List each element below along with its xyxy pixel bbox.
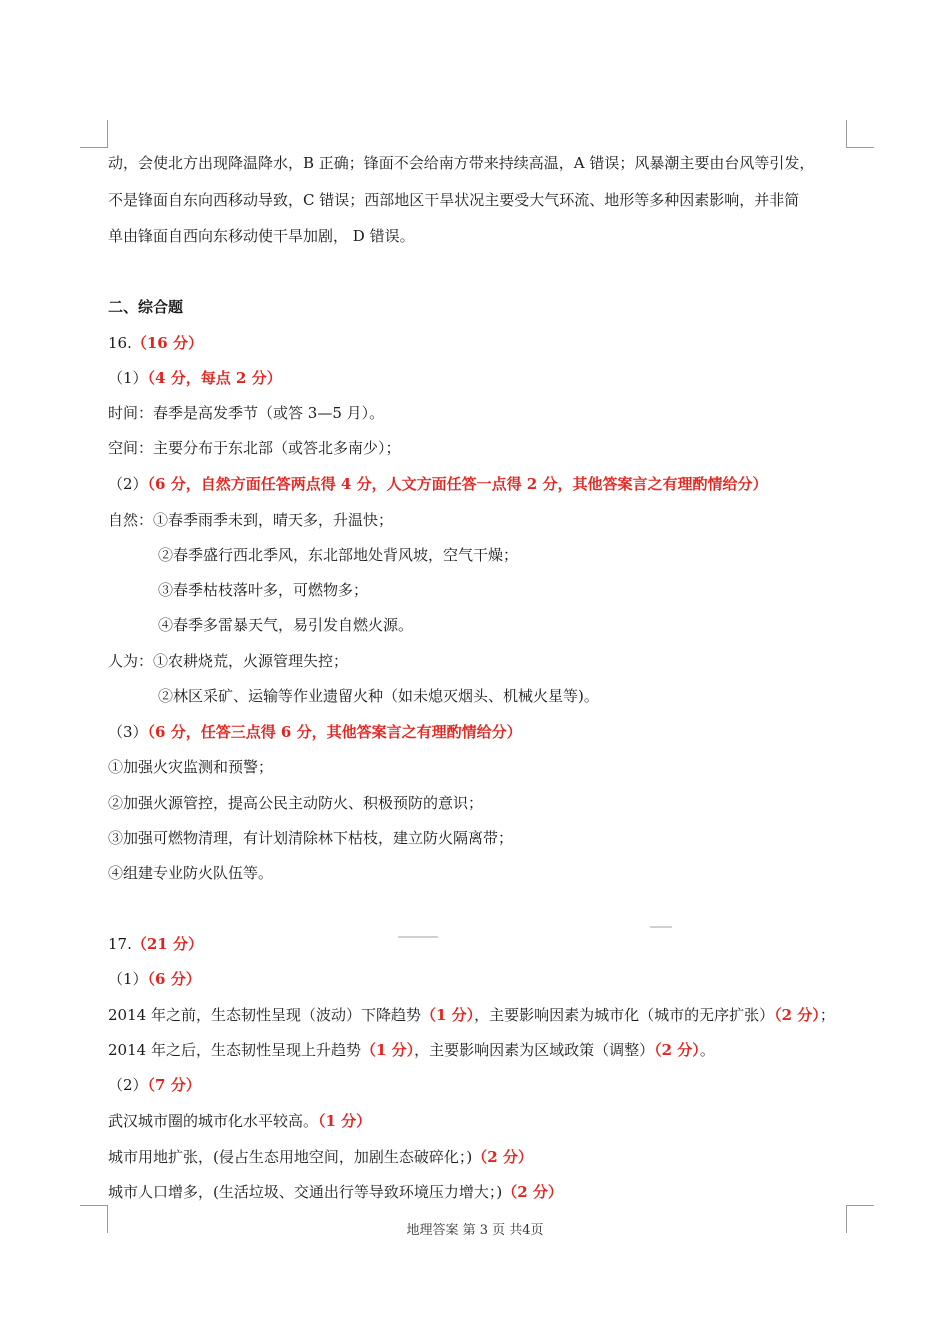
question-score: （21 分）: [131, 935, 203, 953]
answer-score: （2 分）: [502, 1183, 563, 1201]
answer-text: 2014 年之前，生态韧性呈现（波动）下降趋势: [108, 1006, 421, 1024]
answer-line: [108, 1005, 848, 1025]
q17-part2-header: [108, 1075, 848, 1095]
scan-smudge: [650, 926, 672, 928]
answer-text: 武汉城市圈的城市化水平较高。: [108, 1112, 319, 1130]
q16-part1-header: [108, 368, 848, 388]
answer-score: （2 分）: [472, 1148, 533, 1166]
part-score: （7 分）: [147, 1076, 201, 1094]
part-label: （2）: [108, 475, 148, 493]
crop-mark-top-left: [80, 120, 108, 148]
answer-line: ①加强火灾监测和预警；: [108, 758, 274, 776]
part-label: （1）: [108, 970, 148, 988]
answer-line: ④组建专业防火队伍等。: [108, 864, 274, 882]
answer-line: ②加强火源管控，提高公民主动防火、积极预防的意识；: [108, 794, 484, 812]
answer-text: 城市人口增多，(生活垃圾、交通出行等导致环境压力增大；): [108, 1183, 503, 1201]
part-label: （1）: [108, 369, 148, 387]
paragraph-line: 单由锋面自西向东移动使干旱加剧， D 错误。: [108, 227, 415, 245]
answer-line: ③春季枯枝落叶多，可燃物多；: [158, 581, 369, 599]
paragraph-line: 不是锋面自东向西移动导致，C 错误；西部地区干旱状况主要受大气环流、地形等多种因素影响，并非简: [108, 191, 800, 209]
q16-part3-header: [108, 722, 848, 742]
answer-text: ，主要影响因素为区域政策（调整）: [414, 1041, 655, 1059]
answer-line: ②林区采矿、运输等作业遗留火种（如未熄灭烟头、机械火星等)。: [158, 687, 599, 705]
answer-line: [108, 1147, 848, 1167]
answer-text: 城市用地扩张，(侵占生态用地空间，加剧生态破碎化；): [108, 1148, 473, 1166]
question-number: 17.: [108, 935, 132, 953]
answer-line: ②春季盛行西北季风，东北部地处背风坡，空气干燥；: [158, 546, 519, 564]
answer-score: （2 分）: [774, 1006, 820, 1024]
answer-text: 2014 年之后，生态韧性呈现上升趋势: [108, 1041, 361, 1059]
section-title: 二、综合题: [108, 298, 184, 316]
answer-score: （1 分）: [420, 1006, 475, 1024]
answer-line: 时间：春季是高发季节（或答 3—5 月）。: [108, 404, 385, 422]
crop-mark-top-right: [846, 120, 874, 148]
answer-line: [108, 1040, 848, 1060]
answer-text: ；: [819, 1006, 835, 1024]
answer-line: ④春季多雷暴天气，易引发自燃火源。: [158, 616, 414, 634]
answer-line: 自然：①春季雨季未到，晴天多，升温快；: [108, 511, 394, 529]
question-score: （16 分）: [131, 334, 203, 352]
answer-line: 人为：①农耕烧荒，火源管理失控；: [108, 652, 349, 670]
answer-line: [108, 1182, 848, 1202]
page-footer: 地理答案 第 3 页 共4页: [406, 1223, 544, 1238]
part-score: （6 分）: [147, 970, 201, 988]
part-score: （6 分，任答三点得 6 分，其他答案言之有理酌情给分）: [147, 723, 522, 741]
answer-score: （1 分）: [318, 1112, 372, 1130]
part-score: （6 分，自然方面任答两点得 4 分，人文方面任答一点得 2 分，其他答案言之有理酌情给分）: [147, 475, 768, 493]
question-number: 16.: [108, 334, 132, 352]
answer-line: [108, 1111, 848, 1131]
part-score: （4 分，每点 2 分）: [147, 369, 282, 387]
question-16-header: [108, 333, 848, 353]
answer-text: ，主要影响因素为城市化（城市的无序扩张）: [474, 1006, 775, 1024]
answer-score: （2 分）: [654, 1041, 700, 1059]
question-17-header: [108, 934, 848, 954]
part-label: （3）: [108, 723, 148, 741]
q17-part1-header: [108, 969, 848, 989]
q16-part2-header: [108, 474, 848, 494]
part-label: （2）: [108, 1076, 148, 1094]
answer-text: 。: [699, 1041, 715, 1059]
answer-line: ③加强可燃物清理，有计划清除林下枯枝，建立防火隔离带；: [108, 829, 514, 847]
paragraph-line: 动，会使北方出现降温降水，B 正确；锋面不会给南方带来持续高温，A 错误；风暴潮主要由台风等引发，: [108, 154, 815, 172]
answer-line: 空间：主要分布于东北部（或答北多南少）；: [108, 439, 401, 457]
answer-score: （1 分）: [360, 1041, 415, 1059]
